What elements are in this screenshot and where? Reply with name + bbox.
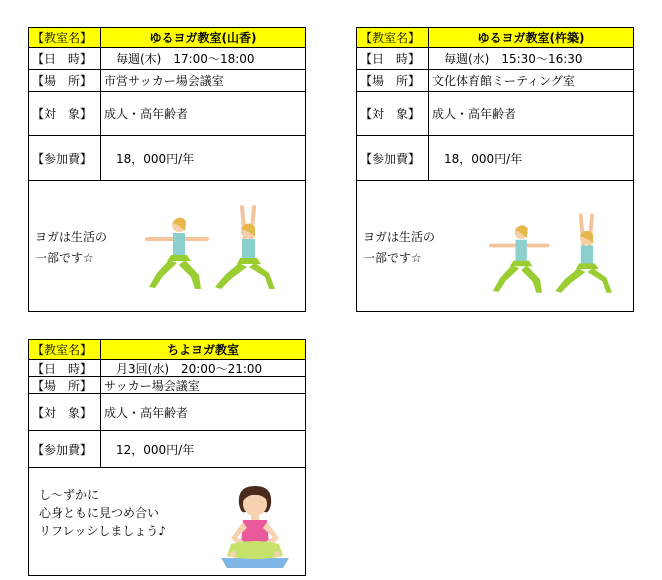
target-label: 【対 象】 (29, 394, 101, 430)
datetime-value: 毎週(水) 15:30～16:30 (432, 52, 583, 66)
target-label: 【対 象】 (29, 92, 101, 135)
datetime-value: 月3回(水) 20:00～21:00 (104, 361, 263, 376)
class-name-title: ゆるヨガ教室(杵築) (429, 28, 633, 47)
class-name-title: ちよヨガ教室 (101, 340, 305, 359)
datetime-row (29, 360, 305, 377)
location-row (29, 70, 305, 92)
target-label: 【対 象】 (357, 92, 429, 135)
fee-value: 18，000円/年 (104, 151, 195, 166)
fee-label: 【参加費】 (357, 136, 429, 180)
class-name-row (29, 340, 305, 360)
location-value: 市営サッカー場会議室 (104, 74, 224, 88)
note-row (29, 181, 305, 311)
yoga-class-card-yamaga (28, 27, 306, 312)
location-row (357, 70, 633, 92)
fee-row (357, 136, 633, 181)
yoga-warrior-pose-illustration (489, 209, 629, 299)
class-name-label: 【教室名】 (357, 28, 429, 47)
location-label: 【場 所】 (29, 70, 101, 91)
datetime-value: 毎週(木) 17:00～18:00 (104, 52, 255, 66)
class-name-row (357, 28, 633, 48)
target-row (29, 394, 305, 431)
note-row (357, 181, 633, 311)
note-text: し～ずかに 心身ともに見つめ合い リフレッシしましょう♪ (39, 488, 167, 538)
yoga-class-card-kitsuki (356, 27, 634, 312)
fee-label: 【参加費】 (29, 136, 101, 180)
note-text: ヨガは生活の 一部です☆ (363, 230, 436, 265)
class-name-label: 【教室名】 (29, 28, 101, 47)
location-value: 文化体育館ミーティング室 (432, 74, 575, 88)
datetime-label: 【日 時】 (29, 360, 101, 376)
target-row (29, 92, 305, 136)
fee-row (29, 431, 305, 468)
yoga-warrior-pose-illustration (145, 203, 293, 293)
class-name-title: ゆるヨガ教室(山香) (101, 28, 305, 47)
location-value: サッカー場会議室 (104, 378, 200, 393)
fee-row (29, 136, 305, 181)
note-text: ヨガは生活の 一部です☆ (35, 230, 108, 265)
class-name-row (29, 28, 305, 48)
fee-value: 18，000円/年 (432, 151, 523, 166)
datetime-label: 【日 時】 (357, 48, 429, 69)
target-value: 成人・高年齢者 (104, 107, 189, 121)
class-name-label: 【教室名】 (29, 340, 101, 359)
note-row (29, 468, 305, 575)
target-row (357, 92, 633, 136)
datetime-label: 【日 時】 (29, 48, 101, 69)
fee-value: 12，000円/年 (104, 442, 195, 457)
datetime-row (29, 48, 305, 70)
datetime-row (357, 48, 633, 70)
yoga-class-card-chiyo (28, 339, 306, 576)
location-row (29, 377, 305, 394)
location-label: 【場 所】 (357, 70, 429, 91)
target-value: 成人・高年齢者 (432, 107, 517, 121)
target-value: 成人・高年齢者 (104, 405, 189, 420)
location-label: 【場 所】 (29, 377, 101, 393)
meditating-woman-illustration (217, 482, 293, 568)
fee-label: 【参加費】 (29, 431, 101, 467)
